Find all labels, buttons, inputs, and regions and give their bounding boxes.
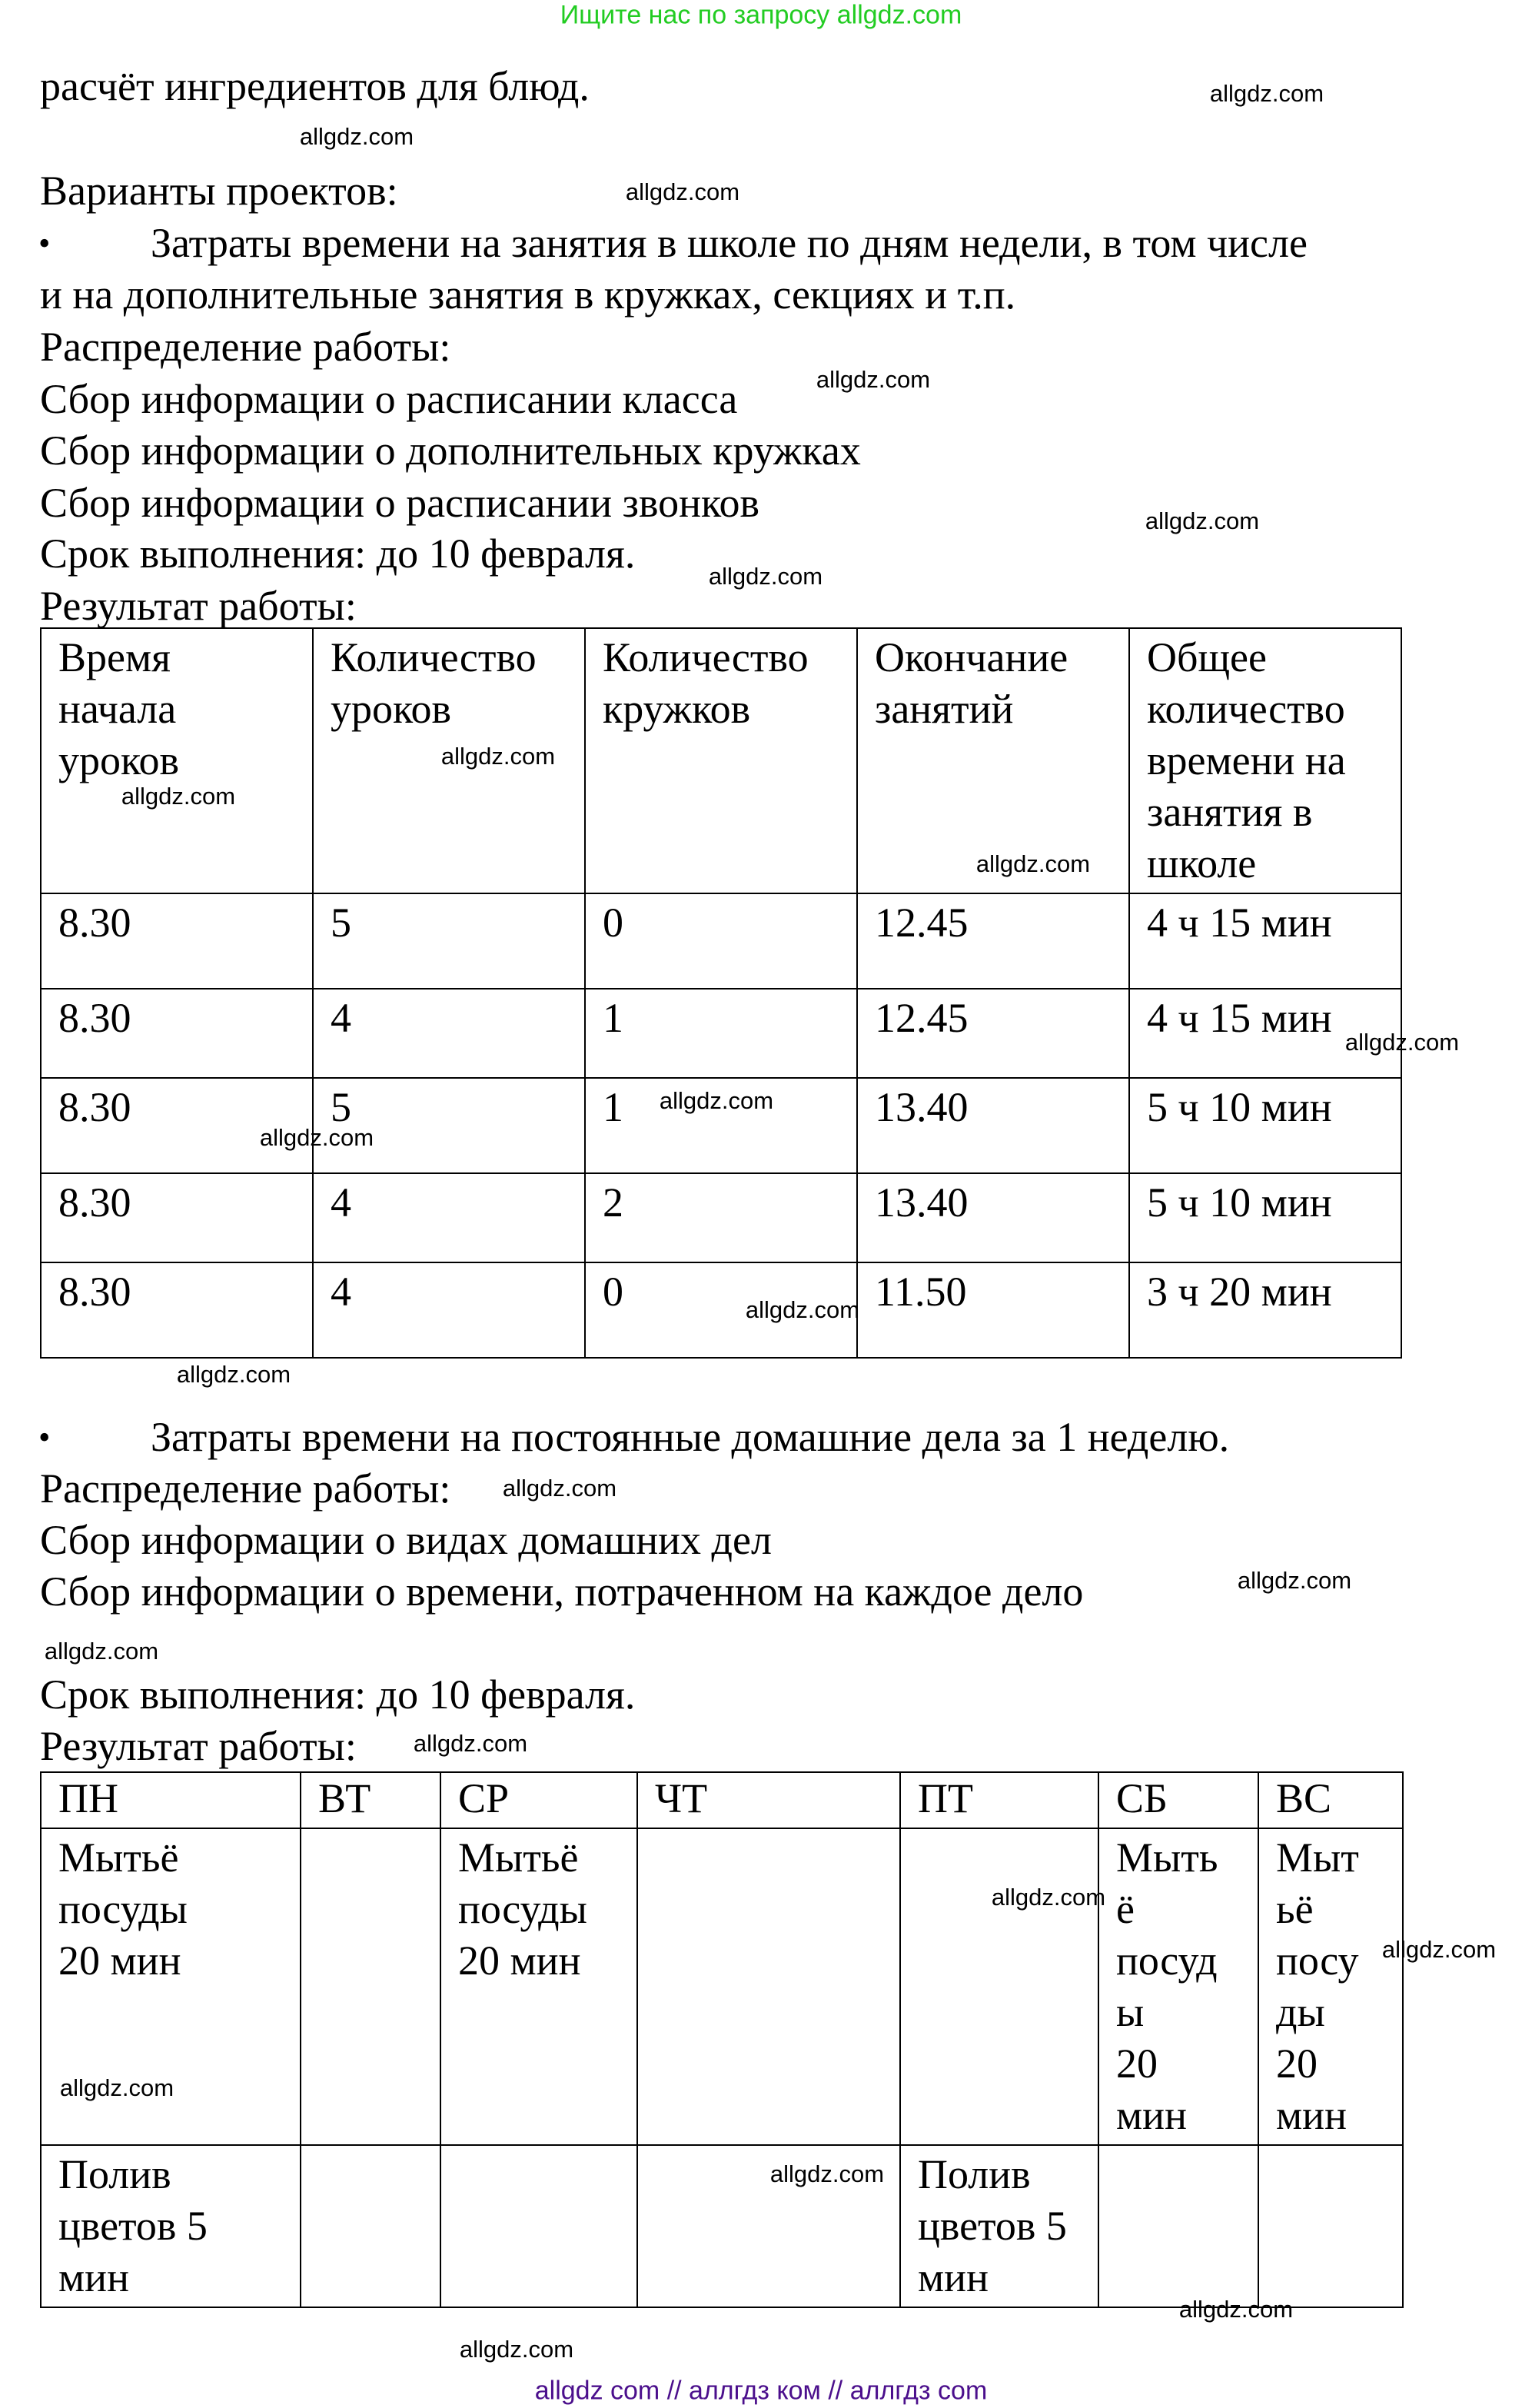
cell [440,2145,637,2307]
cell: 4 ч 15 мин [1129,989,1401,1078]
header-cell: ВС [1258,1772,1403,1828]
text-line: Срок выполнения: до 10 февраля. [40,530,636,577]
cell: 1 [585,1078,857,1173]
table-row [41,1173,1401,1262]
text-line: Результат работы: [40,1723,357,1769]
watermark: allgdz.com [502,1475,617,1502]
cell: 11.50 [857,1262,1129,1358]
cell: 13.40 [857,1173,1129,1262]
cell: Мыт ьё посу ды 20 мин [1258,1828,1403,2145]
table-row [41,989,1401,1078]
table-row [41,2145,1403,2307]
text-line: Распределение работы: [40,1465,451,1512]
table-row [41,1828,1403,2145]
watermark: allgdz.com [745,1296,860,1323]
text-line: Сбор информации о видах домашних дел [40,1517,772,1563]
header-cell: ЧТ [637,1772,900,1828]
cell: Полив цветов 5 мин [900,2145,1098,2307]
text-line: Сбор информации о расписании класса [40,376,738,422]
household-chores-table [40,1771,1404,2308]
watermark: allgdz.com [59,2074,174,2101]
cell: 5 ч 10 мин [1129,1078,1401,1173]
cell: Мыть ё посуд ы 20 мин [1098,1828,1258,2145]
bullet-icon: • [38,1419,51,1456]
watermark: allgdz.com [259,1124,374,1151]
text-line: Сбор информации о расписании звонков [40,480,759,526]
cell: 13.40 [857,1078,1129,1173]
cell [900,1828,1098,2145]
table-row [41,1262,1401,1358]
watermark: allgdz.com [459,2336,574,2363]
watermark: allgdz.com [975,850,1091,877]
watermark: allgdz.com [816,366,931,393]
text-line: Варианты проектов: [40,168,398,214]
cell [637,1828,900,2145]
cell: 8.30 [41,989,313,1078]
text-line: Затраты времени на занятия в школе по дням недели, в том числе [151,220,1308,266]
watermark: allgdz.com [625,178,740,205]
text-line: Результат работы: [40,583,357,629]
cell: 5 [313,893,585,989]
watermark: allgdz.com [176,1361,291,1388]
header-cell: Количество кружков [585,628,857,893]
cell: 12.45 [857,989,1129,1078]
cell: 1 [585,989,857,1078]
watermark: allgdz.com [121,783,236,810]
cell: Мытьё посуды 20 мин [41,1828,301,2145]
cell: 8.30 [41,1078,313,1173]
cell: 5 [313,1078,585,1173]
header-cell: Время начала уроков [41,628,313,893]
header-cell: ВТ [301,1772,440,1828]
header-cell: Окончание занятий [857,628,1129,893]
cell: 12.45 [857,893,1129,989]
text-line: Сбор информации о времени, потраченном на каждое дело [40,1568,1084,1615]
header-cell: СР [440,1772,637,1828]
watermark: allgdz.com [1145,507,1260,534]
cell: 4 [313,1173,585,1262]
watermark: allgdz.com [769,2160,885,2187]
watermark: allgdz.com [1178,2296,1294,2323]
table-header-row [41,628,1401,893]
header-cell: Количество уроков [313,628,585,893]
watermark: allgdz.com [708,563,823,590]
watermark: allgdz.com [1209,80,1324,107]
cell: 5 ч 10 мин [1129,1173,1401,1262]
watermark: allgdz.com [1381,1936,1497,1963]
cell [1098,2145,1258,2307]
text-line: расчёт ингредиентов для блюд. [40,63,590,109]
cell: 3 ч 20 мин [1129,1262,1401,1358]
watermark: allgdz.com [413,1730,528,1757]
cell [301,1828,440,2145]
cell: 4 [313,989,585,1078]
cell [1258,2145,1403,2307]
table-row [41,893,1401,989]
search-banner[interactable]: Ищите нас по запросу allgdz.com [560,0,962,30]
watermark: allgdz.com [299,123,414,150]
text-line: Срок выполнения: до 10 февраля. [40,1671,636,1718]
text-line: Сбор информации о дополнительных кружках [40,427,861,474]
cell: 8.30 [41,1173,313,1262]
watermark: allgdz.com [1237,1567,1352,1594]
bullet-icon: • [38,225,51,262]
table-header-row [41,1772,1403,1828]
watermark: allgdz.com [440,743,556,770]
cell [301,2145,440,2307]
watermark: allgdz.com [44,1638,159,1665]
header-cell: ПН [41,1772,301,1828]
cell: Мытьё посуды 20 мин [440,1828,637,2145]
cell: 8.30 [41,893,313,989]
cell: Полив цветов 5 мин [41,2145,301,2307]
header-cell: СБ [1098,1772,1258,1828]
watermark: allgdz.com [991,1884,1106,1911]
cell: 8.30 [41,1262,313,1358]
text-line: Затраты времени на постоянные домашние дела за 1 неделю. [151,1414,1230,1460]
watermark: allgdz.com [659,1087,774,1114]
text-line: Распределение работы: [40,324,451,370]
cell: 2 [585,1173,857,1262]
text-line: и на дополнительные занятия в кружках, секциях и т.п. [40,271,1016,318]
watermark: allgdz.com [1344,1029,1460,1056]
footer-links[interactable]: allgdz com // аллгдз ком // аллгдз com [534,2376,988,2406]
header-cell: ПТ [900,1772,1098,1828]
header-cell: Общее количество времени на занятия в школе [1129,628,1401,893]
school-time-table [40,627,1402,1359]
cell: 0 [585,893,857,989]
cell: 0 [585,1262,857,1358]
cell: 4 ч 15 мин [1129,893,1401,989]
cell: 4 [313,1262,585,1358]
